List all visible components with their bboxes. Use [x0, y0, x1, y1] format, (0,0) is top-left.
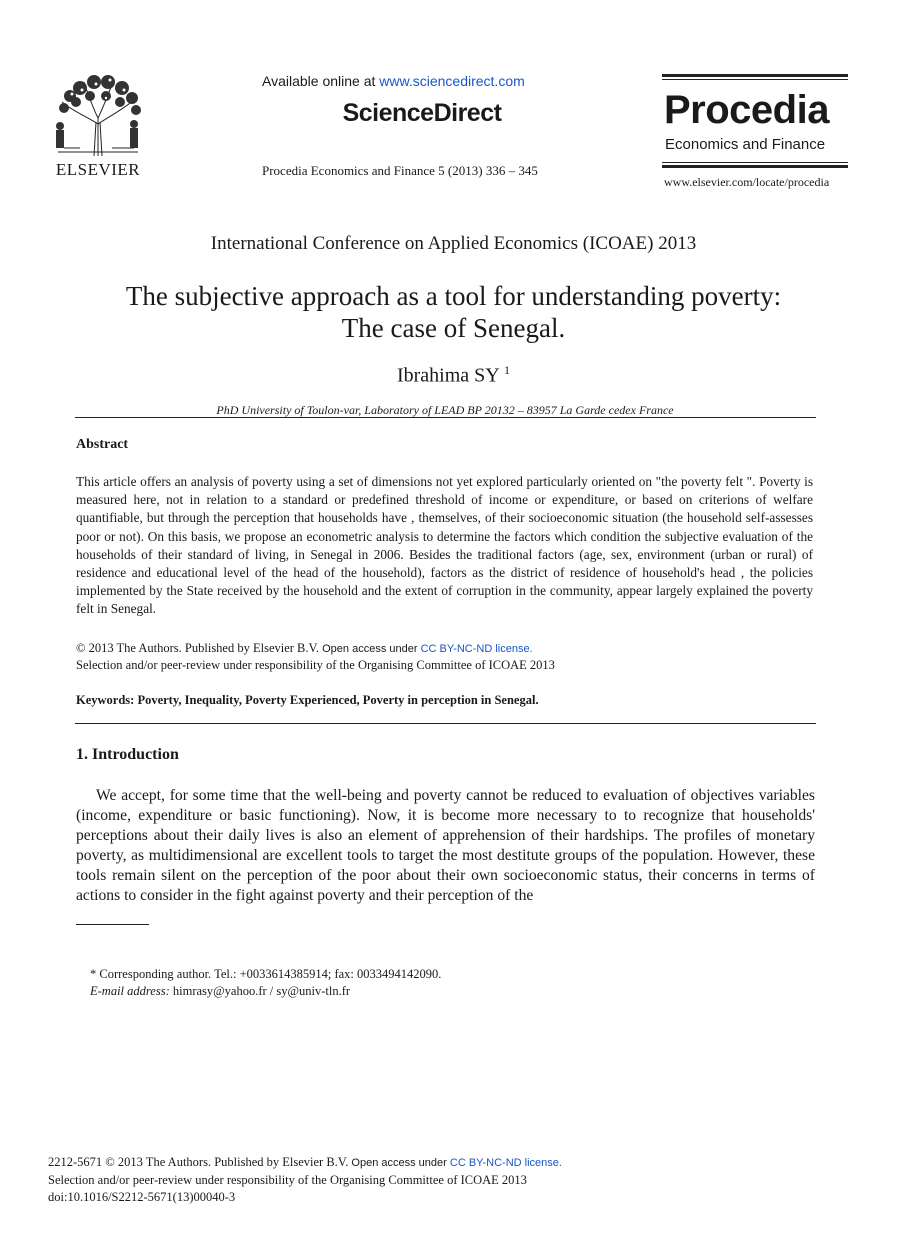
journal-name: Procedia — [664, 88, 829, 132]
available-online — [262, 73, 562, 89]
affiliation: PhD University of Toulon-var, Laboratory of LEAD BP 20132 – 83957 La Garde cedex France — [216, 403, 674, 417]
email-label: E-mail address: — [90, 984, 170, 998]
copyright-line-2: Selection and/or peer-review under responsibility of the Organising Committee of ICOAE 2013 — [76, 658, 555, 672]
footer-doi[interactable]: doi:10.1016/S2212-5671(13)00040-3 — [48, 1190, 236, 1204]
journal-url[interactable]: www.elsevier.com/locate/procedia — [664, 175, 830, 189]
footer-copyright: 2212-5671 © 2013 The Authors. Published by Elsevier B.V. — [48, 1155, 349, 1169]
footnote — [90, 966, 441, 1000]
copyright-text: © 2013 The Authors. Published by Elsevier B.V. — [76, 641, 320, 655]
logo-rule-top-thin — [662, 79, 848, 80]
keywords: Keywords: Poverty, Inequality, Poverty Experienced, Poverty in perception in Senegal. — [76, 693, 539, 707]
footnote-email — [90, 983, 441, 1000]
logo-rule-mid — [662, 165, 848, 168]
author-name: Ibrahima SY — [396, 364, 499, 387]
email-value[interactable]: himrasy@yahoo.fr / sy@univ-tln.fr — [169, 984, 351, 998]
sciencedirect-logo: ScienceDirect — [342, 99, 502, 127]
page-footer — [48, 1154, 562, 1206]
copyright-line-1 — [76, 640, 813, 657]
intro-heading: 1. Introduction — [76, 746, 179, 763]
divider-bottom — [75, 723, 816, 724]
abstract-text: This article offers an analysis of poverty using a set of dimensions not yet explored particularly oriented on "the poverty felt ". Poverty is measured here, not in relation to a standard or predefined threshold of income or expenditure, or based on criterions of welfare quantifiable, but through the perception that households have , themselves, of their socioeconomic situation (the household self-assesses poor or not). On this basis, we propose an econometric analysis to determine the factors which condition the subjective evaluation of the households of their standard of living, in Senegal in 2006. Besides the traditional factors (age, sex, environment (urban or rural) of residence and educational level of the head of the household), factors as the district of residence of household's head , the policies implemented by the State received by the household and the extent of corruption in the community, appear largely explained the poverty felt in Senegal. — [76, 474, 813, 617]
footer-open-access: Open access under — [348, 1157, 450, 1169]
procedia-logo — [662, 74, 848, 190]
conference-name: International Conference on Applied Economics (ICOAE) 2013 — [210, 233, 697, 254]
available-prefix: Available online at — [262, 73, 380, 89]
license-link[interactable]: CC BY-NC-ND license. — [420, 643, 533, 655]
copyright-notice — [76, 640, 813, 673]
footer-line-2: Selection and/or peer-review under responsibility of the Organising Committee of ICOAE 2013 — [48, 1173, 527, 1187]
title-line-1: The subjective approach as a tool for understanding poverty: — [125, 281, 782, 311]
author — [0, 363, 907, 388]
footnote-rule — [76, 924, 149, 925]
title-line-2: The case of Senegal. — [341, 313, 566, 343]
author-footnote-mark: 1 — [504, 363, 510, 377]
open-access-text: Open access under — [319, 643, 421, 655]
elsevier-logo — [50, 72, 146, 180]
publisher-name: ELSEVIER — [55, 160, 141, 179]
intro-text: We accept, for some time that the well-being and poverty cannot be reduced to evaluation of objectives variables (income, expenditure or basic functioning). Now, it is become more necessary to to recognize that households' perceptions about their daily lives is also an element of apprehension of their hardships. The profiles of monetary poverty, as multidimensional are excellent tools to target the most destitute groups of the population. However, these tools remain silent on the perception of the poor about their own socioeconomic status, their concerns in terms of actions to consider in the fight against poverty and their perception of the — [76, 787, 815, 904]
paper-title — [0, 280, 907, 344]
divider-top — [75, 417, 816, 418]
journal-reference: Procedia Economics and Finance 5 (2013) 336 – 345 — [262, 163, 538, 178]
footer-license-link[interactable]: CC BY-NC-ND license. — [449, 1157, 562, 1169]
footer-line-1 — [48, 1154, 562, 1172]
logo-rule-mid-thin — [662, 162, 848, 163]
abstract-heading: Abstract — [76, 437, 129, 452]
logo-rule-top — [662, 74, 848, 77]
footnote-corresponding: * Corresponding author. Tel.: +0033614385914; fax: 0033494142090. — [90, 967, 442, 981]
journal-subtitle: Economics and Finance — [665, 136, 826, 153]
elsevier-tree-icon — [50, 72, 146, 158]
sciencedirect-link[interactable]: www.sciencedirect.com — [379, 73, 525, 89]
